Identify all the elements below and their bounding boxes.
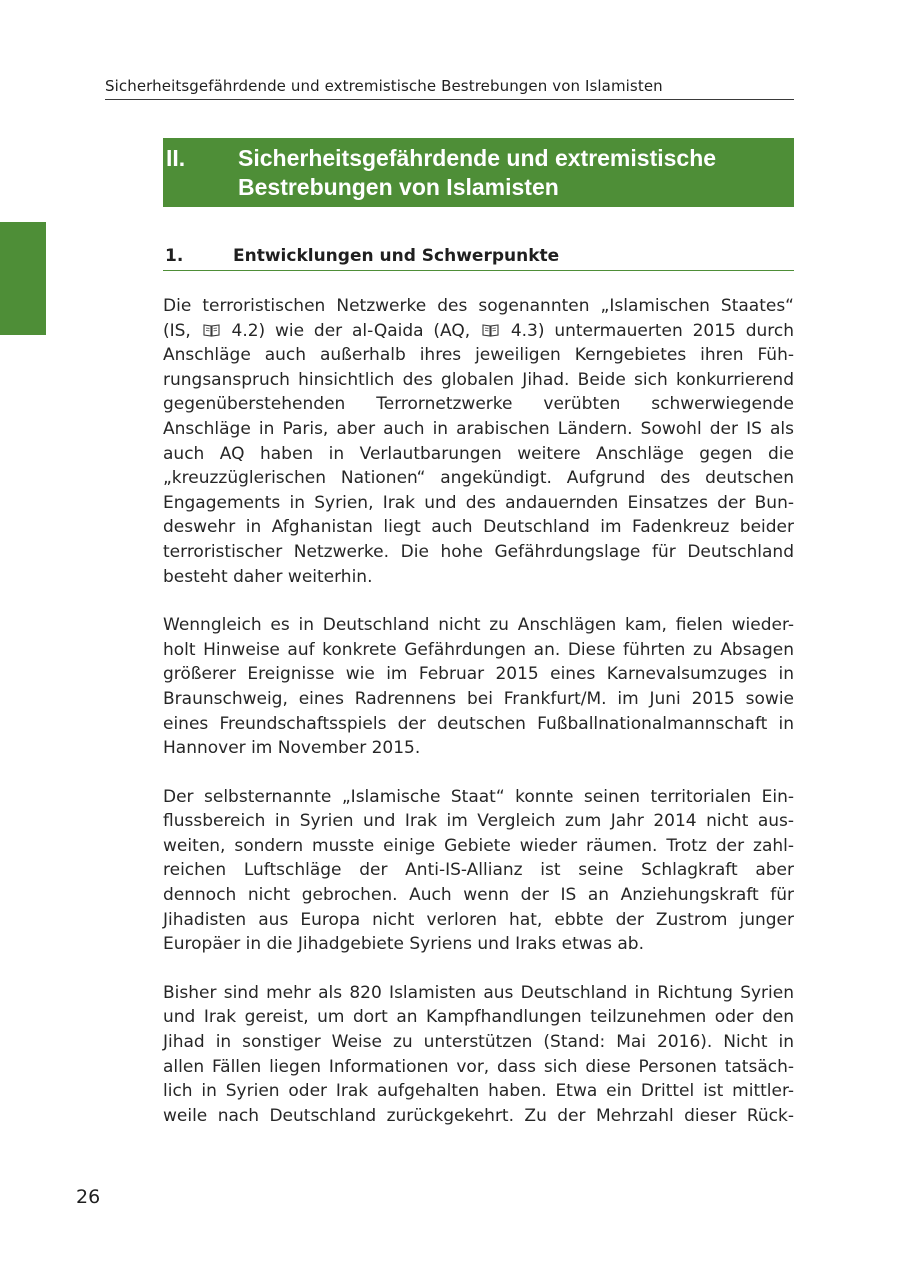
paragraph-line: eines Freundschaftsspiels der deutschen Fußballnationalmannschaft in — [163, 713, 794, 734]
paragraph-line: rungsanspruch hinsichtlich des globalen Jihad. Beide sich konkurrierend — [163, 369, 794, 390]
paragraph — [163, 294, 794, 589]
paragraph-line: holt Hinweise auf konkrete Gefährdungen an. Diese führten zu Absagen — [163, 639, 794, 660]
paragraph — [163, 613, 794, 761]
chapter-number: II. — [166, 145, 186, 171]
paragraph-line: Engagements in Syrien, Irak und des andauernden Einsatzes der Bun- — [163, 492, 794, 513]
book-icon — [203, 320, 220, 334]
paragraph-line: Wenngleich es in Deutschland nicht zu Anschlägen kam, fielen wieder- — [163, 615, 794, 636]
paragraph-line: weile nach Deutschland zurückgekehrt. Zu der Mehrzahl dieser Rück- — [163, 1105, 794, 1126]
page-number: 26 — [76, 1186, 101, 1208]
paragraph-line: auch AQ haben in Verlautbarungen weitere Anschläge gegen die — [163, 443, 794, 464]
paragraph-line: weiten, sondern musste einige Gebiete wieder räumen. Trotz der zahl- — [163, 835, 794, 856]
paragraph-line: besteht daher weiterhin. — [163, 566, 373, 587]
chapter-title-line-2: Bestrebungen von Islamisten — [238, 174, 559, 200]
chapter-title — [238, 144, 778, 202]
paragraph-line: lich in Syrien oder Irak aufgehalten haben. Etwa ein Drittel ist mittler- — [163, 1081, 794, 1102]
section-heading — [163, 245, 794, 271]
section-title: Entwicklungen und Schwerpunkte — [233, 246, 560, 266]
paragraph-line: und Irak gereist, um dort an Kampfhandlungen teilzunehmen oder den — [163, 1007, 794, 1028]
paragraph-line: terroristischer Netzwerke. Die hohe Gefährdungslage für Deutschland — [163, 541, 794, 562]
paragraph-line: größerer Ereignisse wie im Februar 2015 eines Karnevalsumzuges in — [163, 664, 794, 685]
paragraph-line: Anschläge in Paris, aber auch in arabischen Ländern. Sowohl der IS als — [163, 418, 794, 439]
paragraph-line: deswehr in Afghanistan liegt auch Deutschland im Fadenkreuz beider — [163, 517, 794, 538]
paragraph-line: Die terroristischen Netzwerke des sogenannten „Islamischen Staates“ — [163, 296, 794, 316]
chapter-title-line-1: Sicherheitsgefährdende und extremistische — [238, 145, 717, 171]
paragraph-line: flussbereich in Syrien und Irak im Vergleich zum Jahr 2014 nicht aus- — [163, 811, 794, 832]
book-icon — [482, 320, 499, 334]
paragraph-line: Jihad in sonstiger Weise zu unterstützen (Stand: Mai 2016). Nicht in — [163, 1032, 794, 1053]
paragraph-line: dennoch nicht gebrochen. Auch wenn der IS an Anziehungskraft für — [163, 885, 794, 906]
paragraph — [163, 785, 794, 957]
paragraph-line: Anschläge auch außerhalb ihres jeweiligen Kerngebietes ihren Füh- — [163, 345, 794, 366]
paragraph-line: Hannover im November 2015. — [163, 738, 421, 759]
paragraph-line: „kreuzzüglerischen Nationen“ angekündigt. Aufgrund des deutschen — [163, 468, 794, 489]
body-text — [163, 294, 794, 1152]
paragraph-line: Der selbsternannte „Islamische Staat“ konnte seinen territorialen Ein- — [163, 786, 794, 807]
running-head: Sicherheitsgefährdende und extremistische Bestrebungen von Islamisten — [105, 76, 794, 100]
paragraph — [163, 981, 794, 1129]
paragraph-line: allen Fällen liegen Informationen vor, dass sich diese Personen tatsäch- — [163, 1056, 794, 1077]
paragraph-line: Braunschweig, eines Radrennens bei Frankfurt/M. im Juni 2015 sowie — [163, 688, 794, 709]
paragraph-line: (IS, 4.2) wie der al-Qaida (AQ, 4.3) untermauerten 2015 durch — [163, 320, 794, 341]
chapter-side-tab — [0, 222, 46, 335]
paragraph-line: Jihadisten aus Europa nicht verloren hat, ebbte der Zustrom junger — [163, 909, 794, 930]
chapter-banner — [163, 138, 794, 207]
section-number: 1. — [165, 246, 184, 266]
paragraph-line: Europäer in die Jihadgebiete Syriens und Iraks etwas ab. — [163, 934, 644, 955]
paragraph-line: Bisher sind mehr als 820 Islamisten aus Deutschland in Richtung Syrien — [163, 982, 794, 1003]
paragraph-line: gegenüberstehenden Terrornetzwerke verübten schwerwiegende — [163, 394, 794, 415]
paragraph-line: reichen Luftschläge der Anti-IS-Allianz ist seine Schlagkraft aber — [163, 860, 794, 881]
